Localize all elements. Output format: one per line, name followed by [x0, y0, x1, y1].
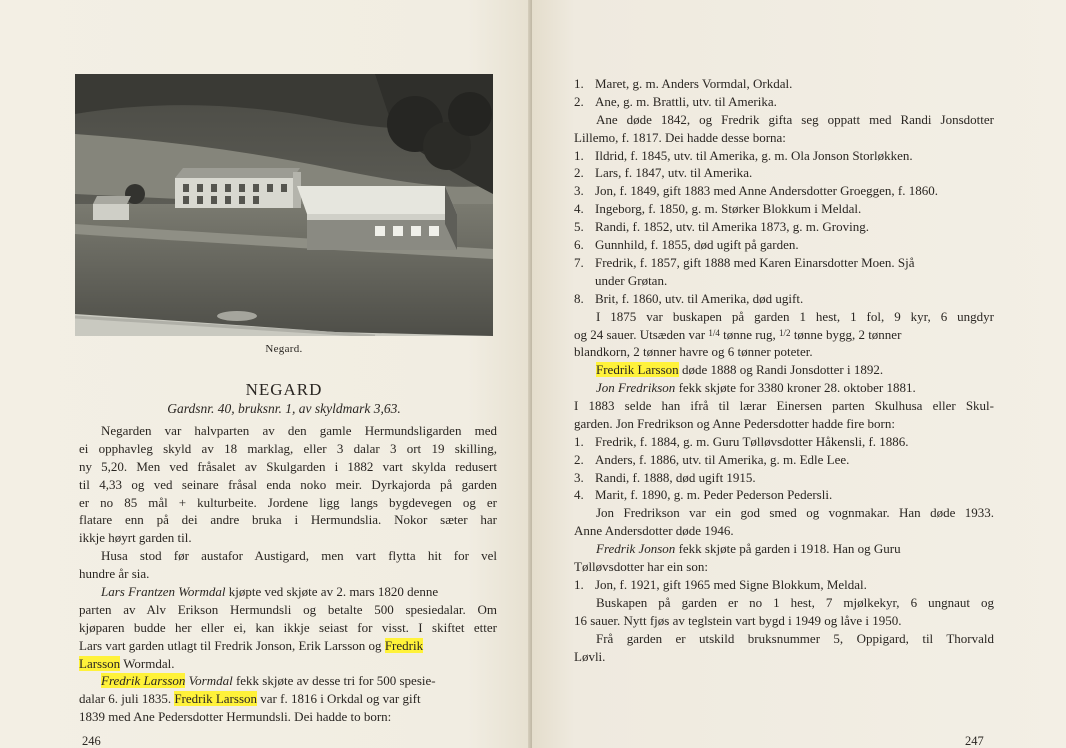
list-number: 2. [574, 93, 584, 109]
text-line: Løvli. [574, 648, 606, 664]
person-name: Fredrik Jonson [596, 541, 676, 557]
list-item [574, 93, 994, 111]
list-text: Fredrik, f. 1857, gift 1888 med Karen Einarsdotter Moen. Sjå [595, 254, 915, 270]
list-number: 1. [574, 433, 584, 449]
fraction: 1/2 [779, 328, 791, 339]
list-text: Ingeborg, f. 1850, g. m. Størker Blokkum i Meldal. [595, 201, 862, 217]
text-line [574, 379, 994, 397]
highlighted-name: Fredrik Larsson [174, 691, 258, 707]
list-number: 5. [574, 219, 584, 235]
text-line: Husa stod før austafor Austigard, men vart flytta hit for vel [101, 548, 497, 564]
list-text: Randi, f. 1852, utv. til Amerika 1873, g. m. Groving. [595, 219, 869, 235]
text-line: garden. Jon Fredrikson og Anne Pedersdotter hadde fire born: [574, 415, 895, 431]
list-item [574, 433, 994, 451]
line-text: fekk skjøte på garden i 1918. Han og Guru [678, 541, 901, 557]
text-line: ei opphavleg skyld av 18 marklag, eller 3 dalar 3 ort 19 skilling, [79, 440, 497, 456]
text-line: blandkorn, 2 tønner havre og 6 tønner poteter. [574, 344, 813, 360]
text-line: parten av Alv Erikson Hermundsli og betalte 500 spesiedalar. Om [79, 601, 497, 617]
list-text: Jon, f. 1921, gift 1965 med Signe Blokkum, Meldal. [595, 576, 867, 592]
text-line: 16 sauer. Nytt fjøs av teglstein vart bygd i 1949 og låve i 1950. [574, 612, 902, 628]
person-name: Lars Frantzen Wormdal [101, 584, 226, 600]
list-item [574, 147, 994, 165]
list-number: 7. [574, 254, 584, 270]
list-number: 4. [574, 487, 584, 503]
page-number: 247 [965, 734, 984, 748]
text-line: I 1883 selde han ifrå til lærar Einersen parten Skulhusa eller Skul- [574, 398, 994, 414]
text-line: Tølløvsdotter har ein son: [574, 559, 708, 575]
list-number: 3. [574, 183, 584, 199]
list-item [574, 164, 994, 182]
text-line [574, 325, 994, 343]
page-number: 246 [82, 734, 101, 748]
text-line [574, 361, 994, 379]
highlighted-name: Fredrik Larsson [101, 673, 186, 689]
list-text: Maret, g. m. Anders Vormdal, Orkdal. [595, 76, 793, 91]
list-item [574, 75, 994, 93]
text-line: til 4,33 og ved seinare fråsal enda noko meir. Dyrkajorda på garden [79, 476, 497, 492]
text-line [79, 690, 497, 708]
text-line [79, 672, 497, 690]
list-item [574, 182, 994, 200]
list-item [574, 290, 994, 308]
line-text: Lars vart garden utlagt til Fredrik Jonson, Erik Larsson og [79, 637, 382, 653]
list-text: Marit, f. 1890, g. m. Peder Pederson Pedersli. [595, 487, 833, 503]
list-number: 8. [574, 290, 584, 306]
list-text: Anders, f. 1886, utv. til Amerika, g. m. Edle Lee. [595, 451, 850, 467]
text-line [574, 540, 994, 558]
text-line: Ane døde 1842, og Fredrik gifta seg oppatt med Randi Jonsdotter [596, 111, 994, 127]
text-line: flatare enn på dei andre bruka i Hermundslia. Nokor sæter har [79, 512, 497, 528]
highlighted-name: Fredrik Larsson [596, 362, 679, 378]
text-line: Negarden var halvparten av den gamle Hermundsligarden med [101, 423, 497, 438]
right-page [532, 0, 1066, 748]
line-text: dalar 6. juli 1835. [79, 691, 172, 707]
list-item [574, 236, 994, 254]
line-text: fekk skjøte for 3380 kroner 28. oktober 1881. [678, 380, 916, 396]
list-text: Ildrid, f. 1845, utv. til Amerika, g. m. Ola Jonson Storløkken. [595, 147, 913, 163]
list-item [574, 200, 994, 218]
list-text: Gunnhild, f. 1855, død ugift på garden. [595, 237, 799, 253]
left-body-text [79, 422, 497, 726]
list-number: 6. [574, 237, 584, 253]
right-body-text [574, 75, 994, 665]
text-line: kjøparen budde her eller ei, kan ikkje seiast for visst. I skiftet etter [79, 619, 497, 635]
section-heading: NEGARD [245, 380, 323, 399]
left-page [0, 0, 532, 748]
text-line: er no 85 mål + kulturbeite. Jordene ligg langs bygdevegen og er [79, 494, 497, 510]
line-text: døde 1888 og Randi Jonsdotter i 1892. [681, 362, 884, 378]
list-item [574, 576, 994, 594]
line-text: Wormdal. [123, 655, 175, 671]
text-line: hundre år sia. [79, 566, 150, 582]
list-item [574, 254, 994, 272]
line-text: tønne bygg, 2 tønner [793, 327, 902, 343]
list-number: 1. [574, 147, 584, 163]
photo-caption: Negard. [265, 343, 303, 355]
list-number: 3. [574, 469, 584, 485]
text-line: ikkje høyrt garden til. [79, 530, 192, 546]
line-text: fekk skjøte av desse tri for 500 spesie- [235, 673, 436, 689]
list-text: Jon, f. 1849, gift 1883 med Anne Andersdotter Groeggen, f. 1860. [595, 183, 939, 199]
farm-photo [75, 74, 493, 336]
line-text: tønne rug, [723, 327, 776, 343]
text-line [79, 583, 497, 601]
section-subheading: Gardsnr. 40, bruksnr. 1, av skyldmark 3,63. [167, 401, 401, 416]
line-text: var f. 1816 i Orkdal og var gift [260, 691, 421, 707]
list-item [574, 469, 994, 487]
fraction: 1/4 [708, 328, 720, 339]
list-item [574, 486, 994, 504]
text-line: Buskapen på garden er no 1 hest, 7 mjølkekyr, 6 ungnaut og [596, 594, 994, 610]
list-text: Brit, f. 1860, utv. til Amerika, død ugift. [595, 290, 804, 306]
text-line: Anne Andersdotter døde 1946. [574, 523, 734, 539]
list-text: Ane, g. m. Brattli, utv. til Amerika. [595, 93, 777, 109]
text-line: 1839 med Ane Pedersdotter Hermundsli. Dei hadde to born: [79, 709, 392, 725]
text-line: Frå garden er utskild bruksnummer 5, Oppigard, til Thorvald [596, 630, 994, 646]
line-text: kjøpte ved skjøte av 2. mars 1820 denne [228, 584, 439, 600]
list-number: 1. [574, 76, 584, 91]
person-name: Vormdal [188, 673, 233, 689]
list-text: Fredrik, f. 1884, g. m. Guru Tølløvsdotter Håkensli, f. 1886. [595, 433, 909, 449]
list-item [574, 218, 994, 236]
list-number: 1. [574, 576, 584, 592]
highlighted-name: Fredrik [384, 637, 424, 653]
text-line: I 1875 var buskapen på garden 1 hest, 1 fol, 9 kyr, 6 ungdyr [596, 308, 994, 324]
text-line: under Grøtan. [595, 272, 668, 288]
text-line: Jon Fredrikson var ein god smed og vognmakar. Han døde 1933. [596, 505, 994, 521]
person-name: Jon Fredrikson [596, 380, 676, 396]
list-number: 2. [574, 165, 584, 181]
highlighted-name: Larsson [79, 655, 121, 671]
list-number: 2. [574, 451, 584, 467]
list-text: Randi, f. 1888, død ugift 1915. [595, 469, 756, 485]
text-line: ny 5,20. Men ved fråsalet av Skulgarden i 1882 vart skylda redusert [79, 458, 497, 474]
text-line [79, 637, 497, 655]
line-text: og 24 sauer. Utsæden var [574, 327, 706, 343]
text-line: Lillemo, f. 1817. Dei hadde desse borna: [574, 129, 786, 145]
text-line [79, 655, 497, 673]
list-text: Lars, f. 1847, utv. til Amerika. [595, 165, 753, 181]
list-number: 4. [574, 201, 584, 217]
list-item [574, 451, 994, 469]
